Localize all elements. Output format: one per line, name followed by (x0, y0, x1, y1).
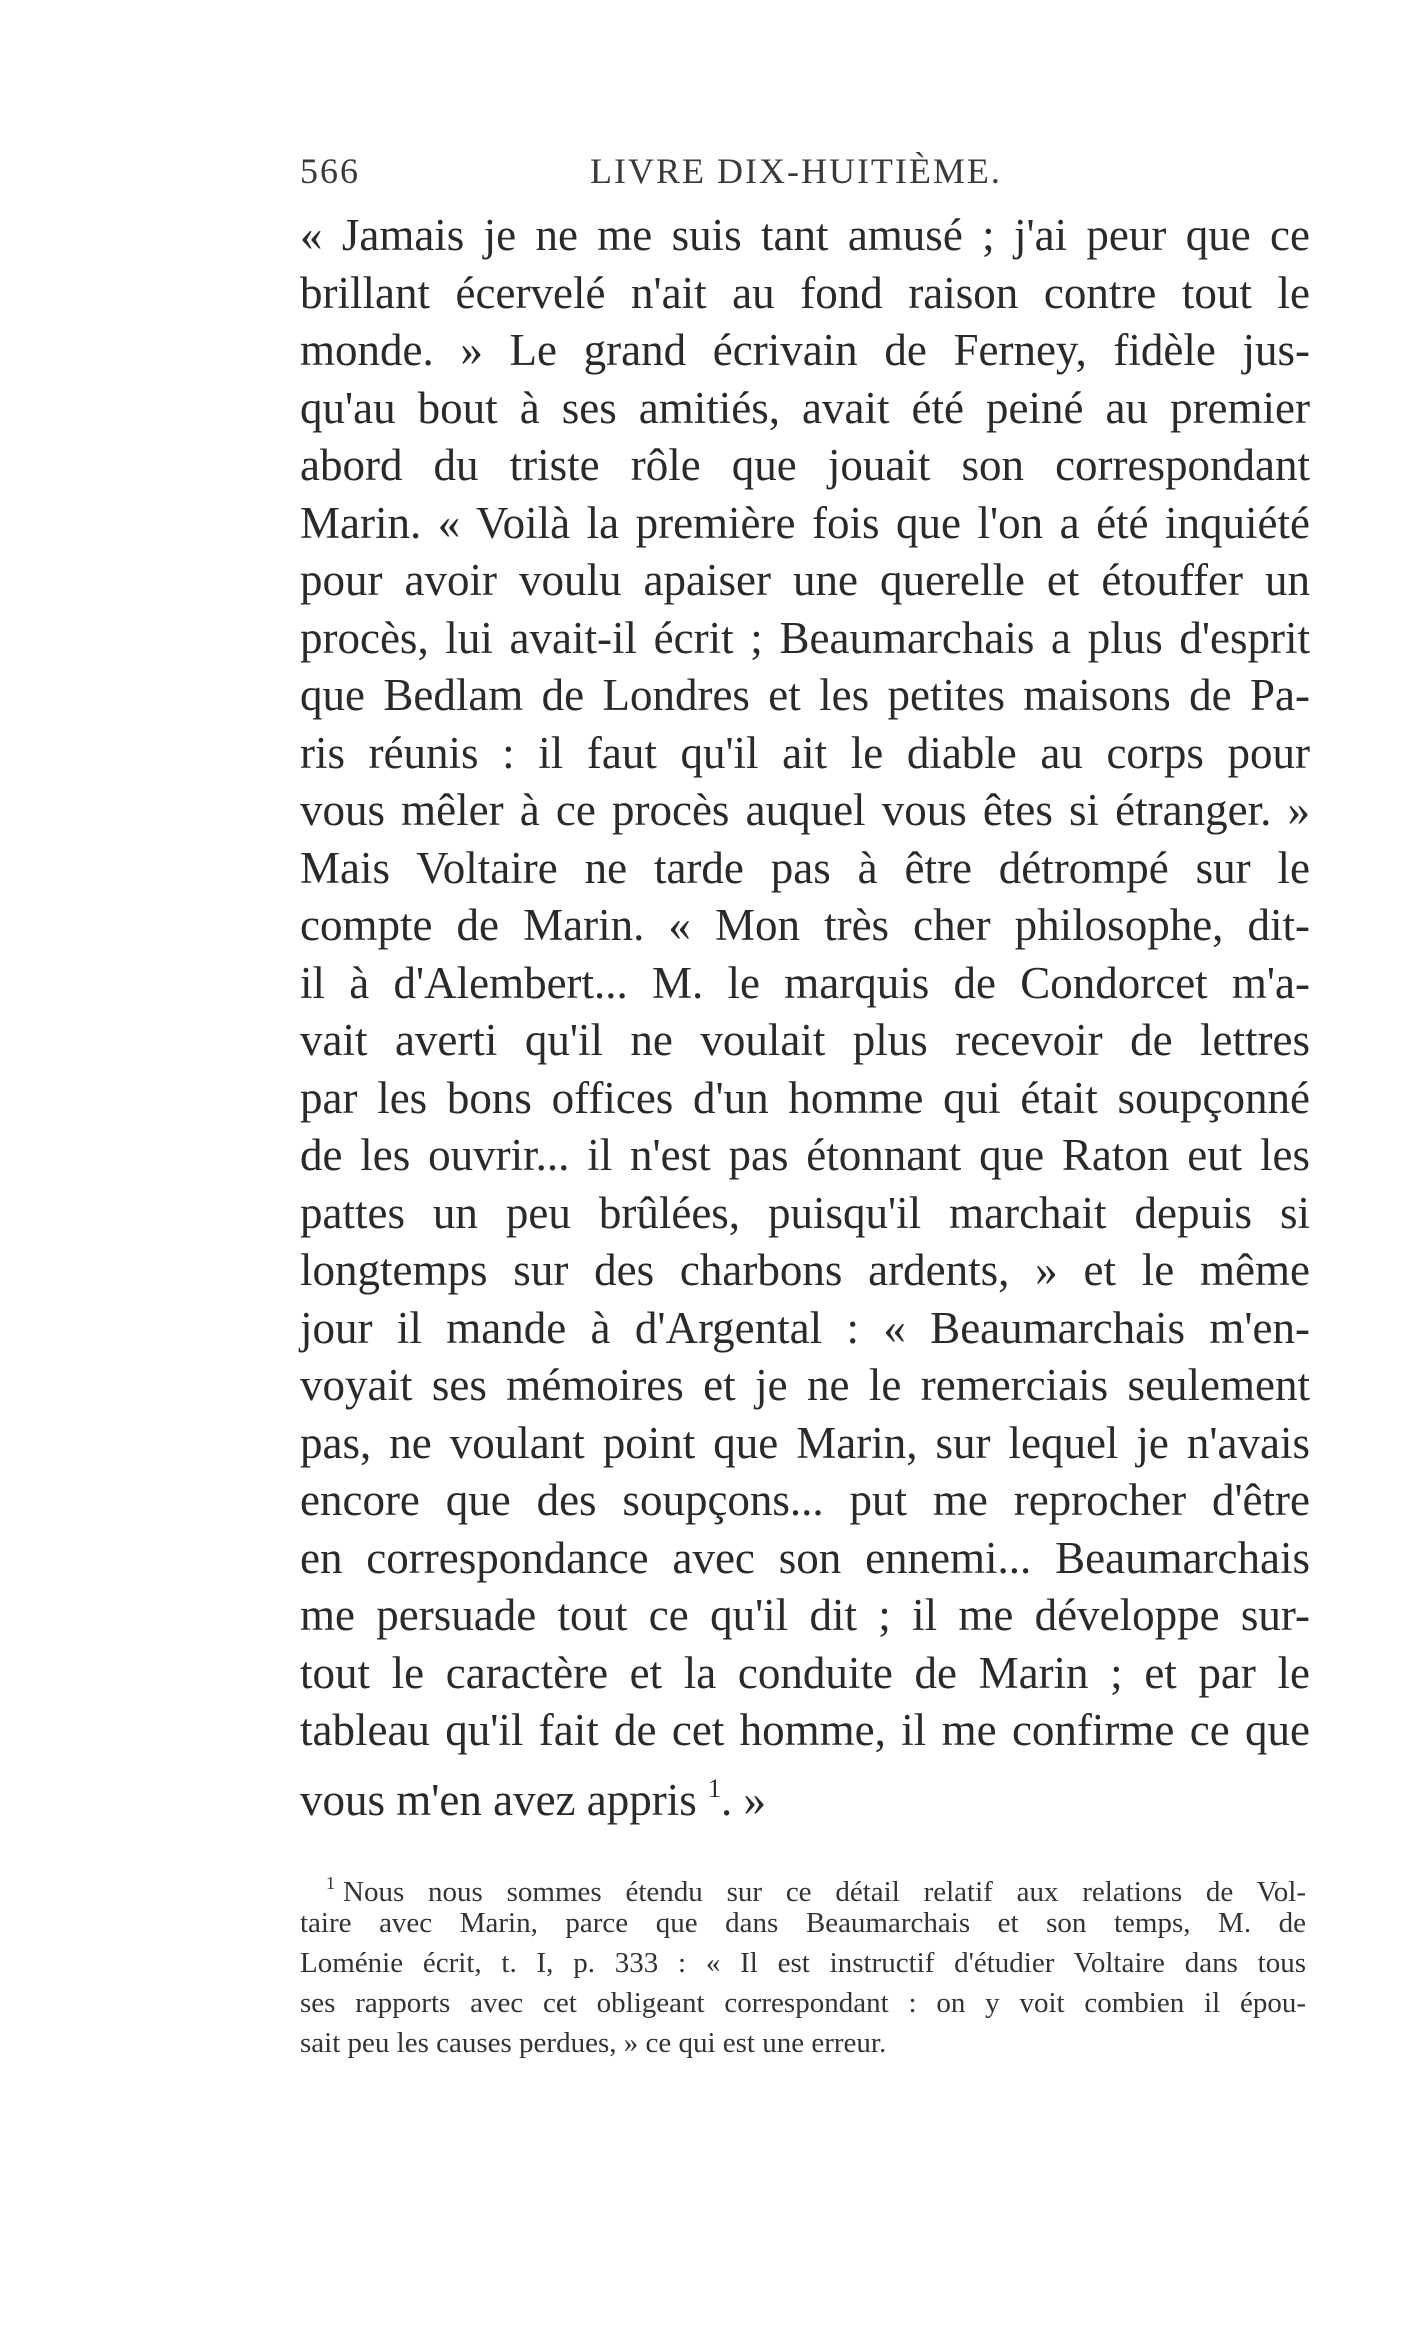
text-line: jour il mande à d'Argental : « Beaumarchais m'en- (300, 1302, 1310, 1353)
text-line: il à d'Alembert... M. le marquis de Condorcet m'a- (300, 957, 1310, 1008)
text-line: Marin. « Voilà la première fois que l'on a été inquiété (300, 497, 1310, 548)
text-line: de les ouvrir... il n'est pas étonnant que Raton eut les (300, 1130, 1310, 1180)
running-title: LIVRE DIX-HUITIÈME. (590, 151, 1002, 191)
page-number: 566 (300, 151, 360, 191)
running-head (300, 150, 1305, 200)
text-line: tableau qu'il fait de cet homme, il me confirme ce que (300, 1705, 1310, 1755)
text-line: brillant écervelé n'ait au fond raison contre tout le (300, 267, 1310, 318)
text-line: pas, ne voulant point que Marin, sur lequel je n'avais (300, 1417, 1310, 1468)
text-line-last (300, 1760, 1310, 1825)
text-line: Mais Voltaire ne tarde pas à être détrompé sur le (300, 842, 1310, 893)
last-line-text: vous m'en avez appris (300, 1774, 697, 1825)
text-line: que Bedlam de Londres et les petites maisons de Pa- (300, 670, 1310, 720)
text-line: qu'au bout à ses amitiés, avait été peiné au premier (300, 382, 1310, 433)
footnote-marker: 1 (326, 1873, 335, 1893)
footnote-line-last: sait peu les causes perdues, » ce qui est une erreur. (300, 2027, 887, 2059)
footnote (300, 1863, 1306, 2063)
text-line: tout le caractère et la conduite de Marin ; et par le (300, 1647, 1310, 1698)
text-line: vait averti qu'il ne voulait plus recevoir de lettres (300, 1015, 1310, 1065)
text-line: abord du triste rôle que jouait son correspondant (300, 440, 1310, 490)
text-line: « Jamais je ne me suis tant amusé ; j'ai peur que ce (300, 210, 1310, 260)
text-line: en correspondance avec son ennemi... Beaumarchais (300, 1532, 1310, 1583)
text-line: procès, lui avait-il écrit ; Beaumarchais a plus d'esprit (300, 612, 1310, 663)
text-line: longtemps sur des charbons ardents, » et le même (300, 1245, 1310, 1295)
footnote-line-text: Nous nous sommes étendu sur ce détail relatif aux relations de Vol- (343, 1876, 1306, 1908)
footnote-line: taire avec Marin, parce que dans Beaumarchais et son temps, M. de (300, 1907, 1306, 1939)
footnote-reference[interactable]: 1 (708, 1773, 721, 1803)
last-line-close: . » (721, 1774, 766, 1825)
text-line: par les bons offices d'un homme qui était soupçonné (300, 1072, 1310, 1123)
text-line: encore que des soupçons... put me reprocher d'être (300, 1475, 1310, 1525)
footnote-line (300, 1863, 1306, 1908)
body-text (300, 207, 1310, 1825)
footnote-line: ses rapports avec cet obligeant correspondant : on y voit combien il épou- (300, 1987, 1306, 2019)
text-line: me persuade tout ce qu'il dit ; il me développe sur- (300, 1590, 1310, 1640)
text-line: pour avoir voulu apaiser une querelle et étouffer un (300, 555, 1310, 605)
text-line: vous mêler à ce procès auquel vous êtes si étranger. » (300, 785, 1310, 835)
text-line: compte de Marin. « Mon très cher philosophe, dit- (300, 900, 1310, 950)
text-line: pattes un peu brûlées, puisqu'il marchait depuis si (300, 1187, 1310, 1238)
text-line: voyait ses mémoires et je ne le remerciais seulement (300, 1360, 1310, 1410)
text-line: monde. » Le grand écrivain de Ferney, fidèle jus- (300, 325, 1310, 375)
footnote-line: Loménie écrit, t. I, p. 333 : « Il est instructif d'étudier Voltaire dans tous (300, 1947, 1306, 1979)
text-line: ris réunis : il faut qu'il ait le diable au corps pour (300, 727, 1310, 778)
